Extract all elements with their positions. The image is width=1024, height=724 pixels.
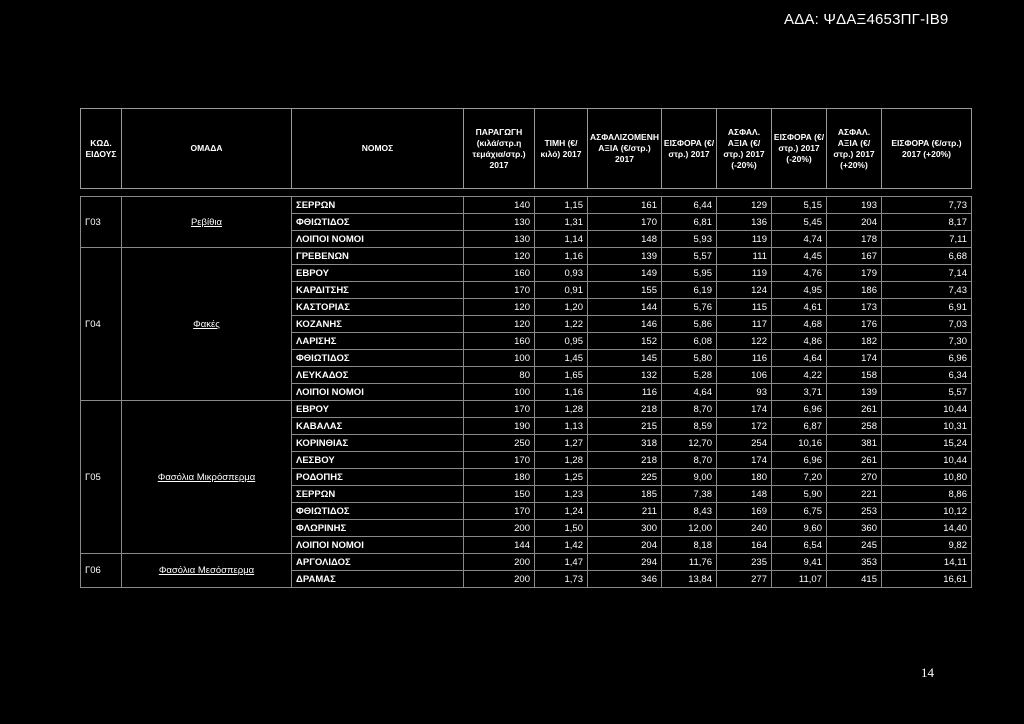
value-cell: 253 [827,503,882,520]
group-name-cell: Φακές [122,248,292,401]
value-cell: 5,95 [662,265,717,282]
value-cell: 200 [464,571,535,588]
value-cell: 1,24 [535,503,588,520]
value-cell: 7,30 [882,333,972,350]
value-cell: 6,96 [772,452,827,469]
value-cell: 180 [464,469,535,486]
value-cell: 11,76 [662,554,717,571]
document-ada-code: ΑΔΑ: ΨΔΑΞ4653ΠΓ-ΙΒ9 [784,11,949,28]
value-cell: 160 [464,265,535,282]
value-cell: 144 [588,299,662,316]
value-cell: 146 [588,316,662,333]
value-cell: 180 [717,469,772,486]
value-cell: 1,50 [535,520,588,537]
value-cell: 158 [827,367,882,384]
value-cell: 174 [717,452,772,469]
value-cell: 170 [464,401,535,418]
value-cell: 218 [588,452,662,469]
value-cell: 130 [464,231,535,248]
value-cell: 14,11 [882,554,972,571]
value-cell: 139 [827,384,882,401]
prefecture-cell: ΛΟΙΠΟΙ ΝΟΜΟΙ [292,384,464,401]
value-cell: 174 [827,350,882,367]
prefecture-cell: ΦΘΙΩΤΙΔΟΣ [292,350,464,367]
value-cell: 215 [588,418,662,435]
value-cell: 13,84 [662,571,717,588]
group-code-cell: Γ05 [81,401,122,554]
value-cell: 100 [464,384,535,401]
value-cell: 7,20 [772,469,827,486]
prefecture-cell: ΚΟΖΑΝΗΣ [292,316,464,333]
value-cell: 9,41 [772,554,827,571]
prefecture-cell: ΣΕΡΡΩΝ [292,197,464,214]
prefecture-cell: ΛΕΥΚΑΔΟΣ [292,367,464,384]
value-cell: 200 [464,520,535,537]
value-cell: 4,86 [772,333,827,350]
value-cell: 8,86 [882,486,972,503]
value-cell: 254 [717,435,772,452]
value-cell: 16,61 [882,571,972,588]
value-cell: 360 [827,520,882,537]
prefecture-cell: ΓΡΕΒΕΝΩΝ [292,248,464,265]
value-cell: 10,44 [882,452,972,469]
prefecture-cell: ΚΑΒΑΛΑΣ [292,418,464,435]
value-cell: 7,43 [882,282,972,299]
value-cell: 1,65 [535,367,588,384]
value-cell: 116 [717,350,772,367]
page-number: 14 [921,665,934,680]
value-cell: 119 [717,231,772,248]
table-row [81,401,972,418]
value-cell: 4,45 [772,248,827,265]
value-cell: 1,25 [535,469,588,486]
value-cell: 122 [717,333,772,350]
value-cell: 240 [717,520,772,537]
value-cell: 155 [588,282,662,299]
value-cell: 100 [464,350,535,367]
value-cell: 4,22 [772,367,827,384]
value-cell: 193 [827,197,882,214]
table-body [81,189,972,588]
prefecture-cell: ΚΟΡΙΝΘΙΑΣ [292,435,464,452]
value-cell: 160 [464,333,535,350]
value-cell: 5,90 [772,486,827,503]
value-cell: 5,28 [662,367,717,384]
header-cell-code: ΚΩΔ. ΕΙΔΟΥΣ [81,109,122,189]
value-cell: 11,07 [772,571,827,588]
value-cell: 10,44 [882,401,972,418]
value-cell: 9,00 [662,469,717,486]
value-cell: 8,18 [662,537,717,554]
value-cell: 204 [588,537,662,554]
value-cell: 10,31 [882,418,972,435]
value-cell: 7,14 [882,265,972,282]
value-cell: 6,91 [882,299,972,316]
prefecture-cell: ΦΘΙΩΤΙΔΟΣ [292,214,464,231]
value-cell: 140 [464,197,535,214]
header-cell-insured-value: ΑΣΦΑΛΙΖΟΜΕΝΗ ΑΞΙΑ (€/στρ.) 2017 [588,109,662,189]
value-cell: 190 [464,418,535,435]
value-cell: 169 [717,503,772,520]
value-cell: 7,11 [882,231,972,248]
value-cell: 200 [464,554,535,571]
value-cell: 4,64 [662,384,717,401]
value-cell: 8,70 [662,401,717,418]
value-cell: 211 [588,503,662,520]
value-cell: 1,23 [535,486,588,503]
header-cell-contribution-plus20: ΕΙΣΦΟΡΑ (€/στρ.) 2017 (+20%) [882,109,972,189]
header-cell-production: ΠΑΡΑΓΩΓΗ (κιλά/στρ.η τεμάχια/στρ.) 2017 [464,109,535,189]
value-cell: 15,24 [882,435,972,452]
value-cell: 173 [827,299,882,316]
prefecture-cell: ΛΟΙΠΟΙ ΝΟΜΟΙ [292,231,464,248]
value-cell: 148 [717,486,772,503]
prefecture-cell: ΕΒΡΟΥ [292,265,464,282]
value-cell: 235 [717,554,772,571]
value-cell: 294 [588,554,662,571]
prefecture-cell: ΦΛΩΡΙΝΗΣ [292,520,464,537]
header-cell-insured-value-plus20: ΑΣΦΑΛ. ΑΞΙΑ (€/στρ.) 2017 (+20%) [827,109,882,189]
header-cell-contribution: ΕΙΣΦΟΡΑ (€/στρ.) 2017 [662,109,717,189]
value-cell: 5,86 [662,316,717,333]
prefecture-cell: ΑΡΓΟΛΙΔΟΣ [292,554,464,571]
value-cell: 1,45 [535,350,588,367]
value-cell: 261 [827,452,882,469]
prefecture-cell: ΛΕΣΒΟΥ [292,452,464,469]
value-cell: 117 [717,316,772,333]
value-cell: 170 [464,503,535,520]
value-cell: 120 [464,299,535,316]
value-cell: 179 [827,265,882,282]
value-cell: 14,40 [882,520,972,537]
value-cell: 130 [464,214,535,231]
table-row [81,197,972,214]
value-cell: 0,93 [535,265,588,282]
value-cell: 148 [588,231,662,248]
value-cell: 150 [464,486,535,503]
value-cell: 6,44 [662,197,717,214]
table-row [81,554,972,571]
value-cell: 4,68 [772,316,827,333]
value-cell: 8,17 [882,214,972,231]
group-code-cell: Γ03 [81,197,122,248]
prefecture-cell: ΚΑΣΤΟΡΙΑΣ [292,299,464,316]
table-header-row [81,109,972,189]
value-cell: 7,03 [882,316,972,333]
value-cell: 0,91 [535,282,588,299]
value-cell: 1,13 [535,418,588,435]
value-cell: 176 [827,316,882,333]
value-cell: 1,16 [535,248,588,265]
group-code-cell: Γ04 [81,248,122,401]
insurance-values-table [80,108,972,588]
value-cell: 6,19 [662,282,717,299]
value-cell: 6,87 [772,418,827,435]
value-cell: 4,64 [772,350,827,367]
prefecture-cell: ΣΕΡΡΩΝ [292,486,464,503]
value-cell: 120 [464,316,535,333]
value-cell: 261 [827,401,882,418]
value-cell: 9,60 [772,520,827,537]
value-cell: 167 [827,248,882,265]
value-cell: 10,12 [882,503,972,520]
value-cell: 12,00 [662,520,717,537]
header-spacer [81,189,972,197]
value-cell: 152 [588,333,662,350]
group-name-cell: Φασόλια Μικρόσπερμα [122,401,292,554]
value-cell: 4,61 [772,299,827,316]
header-cell-contribution-minus20: ΕΙΣΦΟΡΑ (€/στρ.) 2017 (-20%) [772,109,827,189]
value-cell: 3,71 [772,384,827,401]
prefecture-cell: ΛΑΡΙΣΗΣ [292,333,464,350]
value-cell: 1,73 [535,571,588,588]
value-cell: 170 [464,452,535,469]
value-cell: 245 [827,537,882,554]
value-cell: 258 [827,418,882,435]
value-cell: 1,28 [535,401,588,418]
value-cell: 145 [588,350,662,367]
value-cell: 185 [588,486,662,503]
value-cell: 1,22 [535,316,588,333]
value-cell: 8,59 [662,418,717,435]
value-cell: 7,38 [662,486,717,503]
value-cell: 204 [827,214,882,231]
prefecture-cell: ΦΘΙΩΤΙΔΟΣ [292,503,464,520]
value-cell: 119 [717,265,772,282]
value-cell: 5,57 [882,384,972,401]
value-cell: 172 [717,418,772,435]
value-cell: 80 [464,367,535,384]
header-cell-group: ΟΜΑΔΑ [122,109,292,189]
prefecture-cell: ΡΟΔΟΠΗΣ [292,469,464,486]
value-cell: 1,20 [535,299,588,316]
value-cell: 7,73 [882,197,972,214]
value-cell: 124 [717,282,772,299]
value-cell: 6,34 [882,367,972,384]
value-cell: 0,95 [535,333,588,350]
value-cell: 1,31 [535,214,588,231]
value-cell: 5,45 [772,214,827,231]
group-name-cell: Φασόλια Μεσόσπερμα [122,554,292,588]
value-cell: 149 [588,265,662,282]
value-cell: 129 [717,197,772,214]
value-cell: 6,54 [772,537,827,554]
value-cell: 136 [717,214,772,231]
value-cell: 277 [717,571,772,588]
value-cell: 353 [827,554,882,571]
value-cell: 1,14 [535,231,588,248]
header-cell-price: ΤΙΜΗ (€/κιλό) 2017 [535,109,588,189]
group-code-cell: Γ06 [81,554,122,588]
value-cell: 300 [588,520,662,537]
value-cell: 170 [588,214,662,231]
value-cell: 1,27 [535,435,588,452]
value-cell: 1,42 [535,537,588,554]
value-cell: 4,95 [772,282,827,299]
value-cell: 6,81 [662,214,717,231]
value-cell: 144 [464,537,535,554]
prefecture-cell: ΔΡΑΜΑΣ [292,571,464,588]
value-cell: 10,16 [772,435,827,452]
value-cell: 170 [464,282,535,299]
value-cell: 4,76 [772,265,827,282]
value-cell: 346 [588,571,662,588]
value-cell: 5,80 [662,350,717,367]
group-name-cell: Ρεβίθια [122,197,292,248]
value-cell: 6,08 [662,333,717,350]
value-cell: 381 [827,435,882,452]
spacer-cell [81,189,972,197]
value-cell: 250 [464,435,535,452]
value-cell: 186 [827,282,882,299]
value-cell: 132 [588,367,662,384]
value-cell: 10,80 [882,469,972,486]
value-cell: 221 [827,486,882,503]
value-cell: 218 [588,401,662,418]
value-cell: 174 [717,401,772,418]
value-cell: 120 [464,248,535,265]
value-cell: 164 [717,537,772,554]
value-cell: 9,82 [882,537,972,554]
value-cell: 1,16 [535,384,588,401]
header-cell-prefecture: ΝΟΜΟΣ [292,109,464,189]
value-cell: 4,74 [772,231,827,248]
value-cell: 5,57 [662,248,717,265]
value-cell: 415 [827,571,882,588]
prefecture-cell: ΕΒΡΟΥ [292,401,464,418]
value-cell: 111 [717,248,772,265]
value-cell: 139 [588,248,662,265]
value-cell: 6,96 [882,350,972,367]
value-cell: 12,70 [662,435,717,452]
value-cell: 1,15 [535,197,588,214]
value-cell: 116 [588,384,662,401]
value-cell: 93 [717,384,772,401]
value-cell: 178 [827,231,882,248]
value-cell: 6,68 [882,248,972,265]
value-cell: 225 [588,469,662,486]
prefecture-cell: ΚΑΡΔΙΤΣΗΣ [292,282,464,299]
value-cell: 8,43 [662,503,717,520]
value-cell: 115 [717,299,772,316]
value-cell: 1,28 [535,452,588,469]
header-cell-insured-value-minus20: ΑΣΦΑΛ. ΑΞΙΑ (€/στρ.) 2017 (-20%) [717,109,772,189]
prefecture-cell: ΛΟΙΠΟΙ ΝΟΜΟΙ [292,537,464,554]
value-cell: 161 [588,197,662,214]
value-cell: 182 [827,333,882,350]
value-cell: 6,96 [772,401,827,418]
value-cell: 5,93 [662,231,717,248]
value-cell: 1,47 [535,554,588,571]
value-cell: 106 [717,367,772,384]
value-cell: 5,76 [662,299,717,316]
value-cell: 318 [588,435,662,452]
value-cell: 270 [827,469,882,486]
table-row [81,248,972,265]
value-cell: 5,15 [772,197,827,214]
value-cell: 6,75 [772,503,827,520]
value-cell: 8,70 [662,452,717,469]
